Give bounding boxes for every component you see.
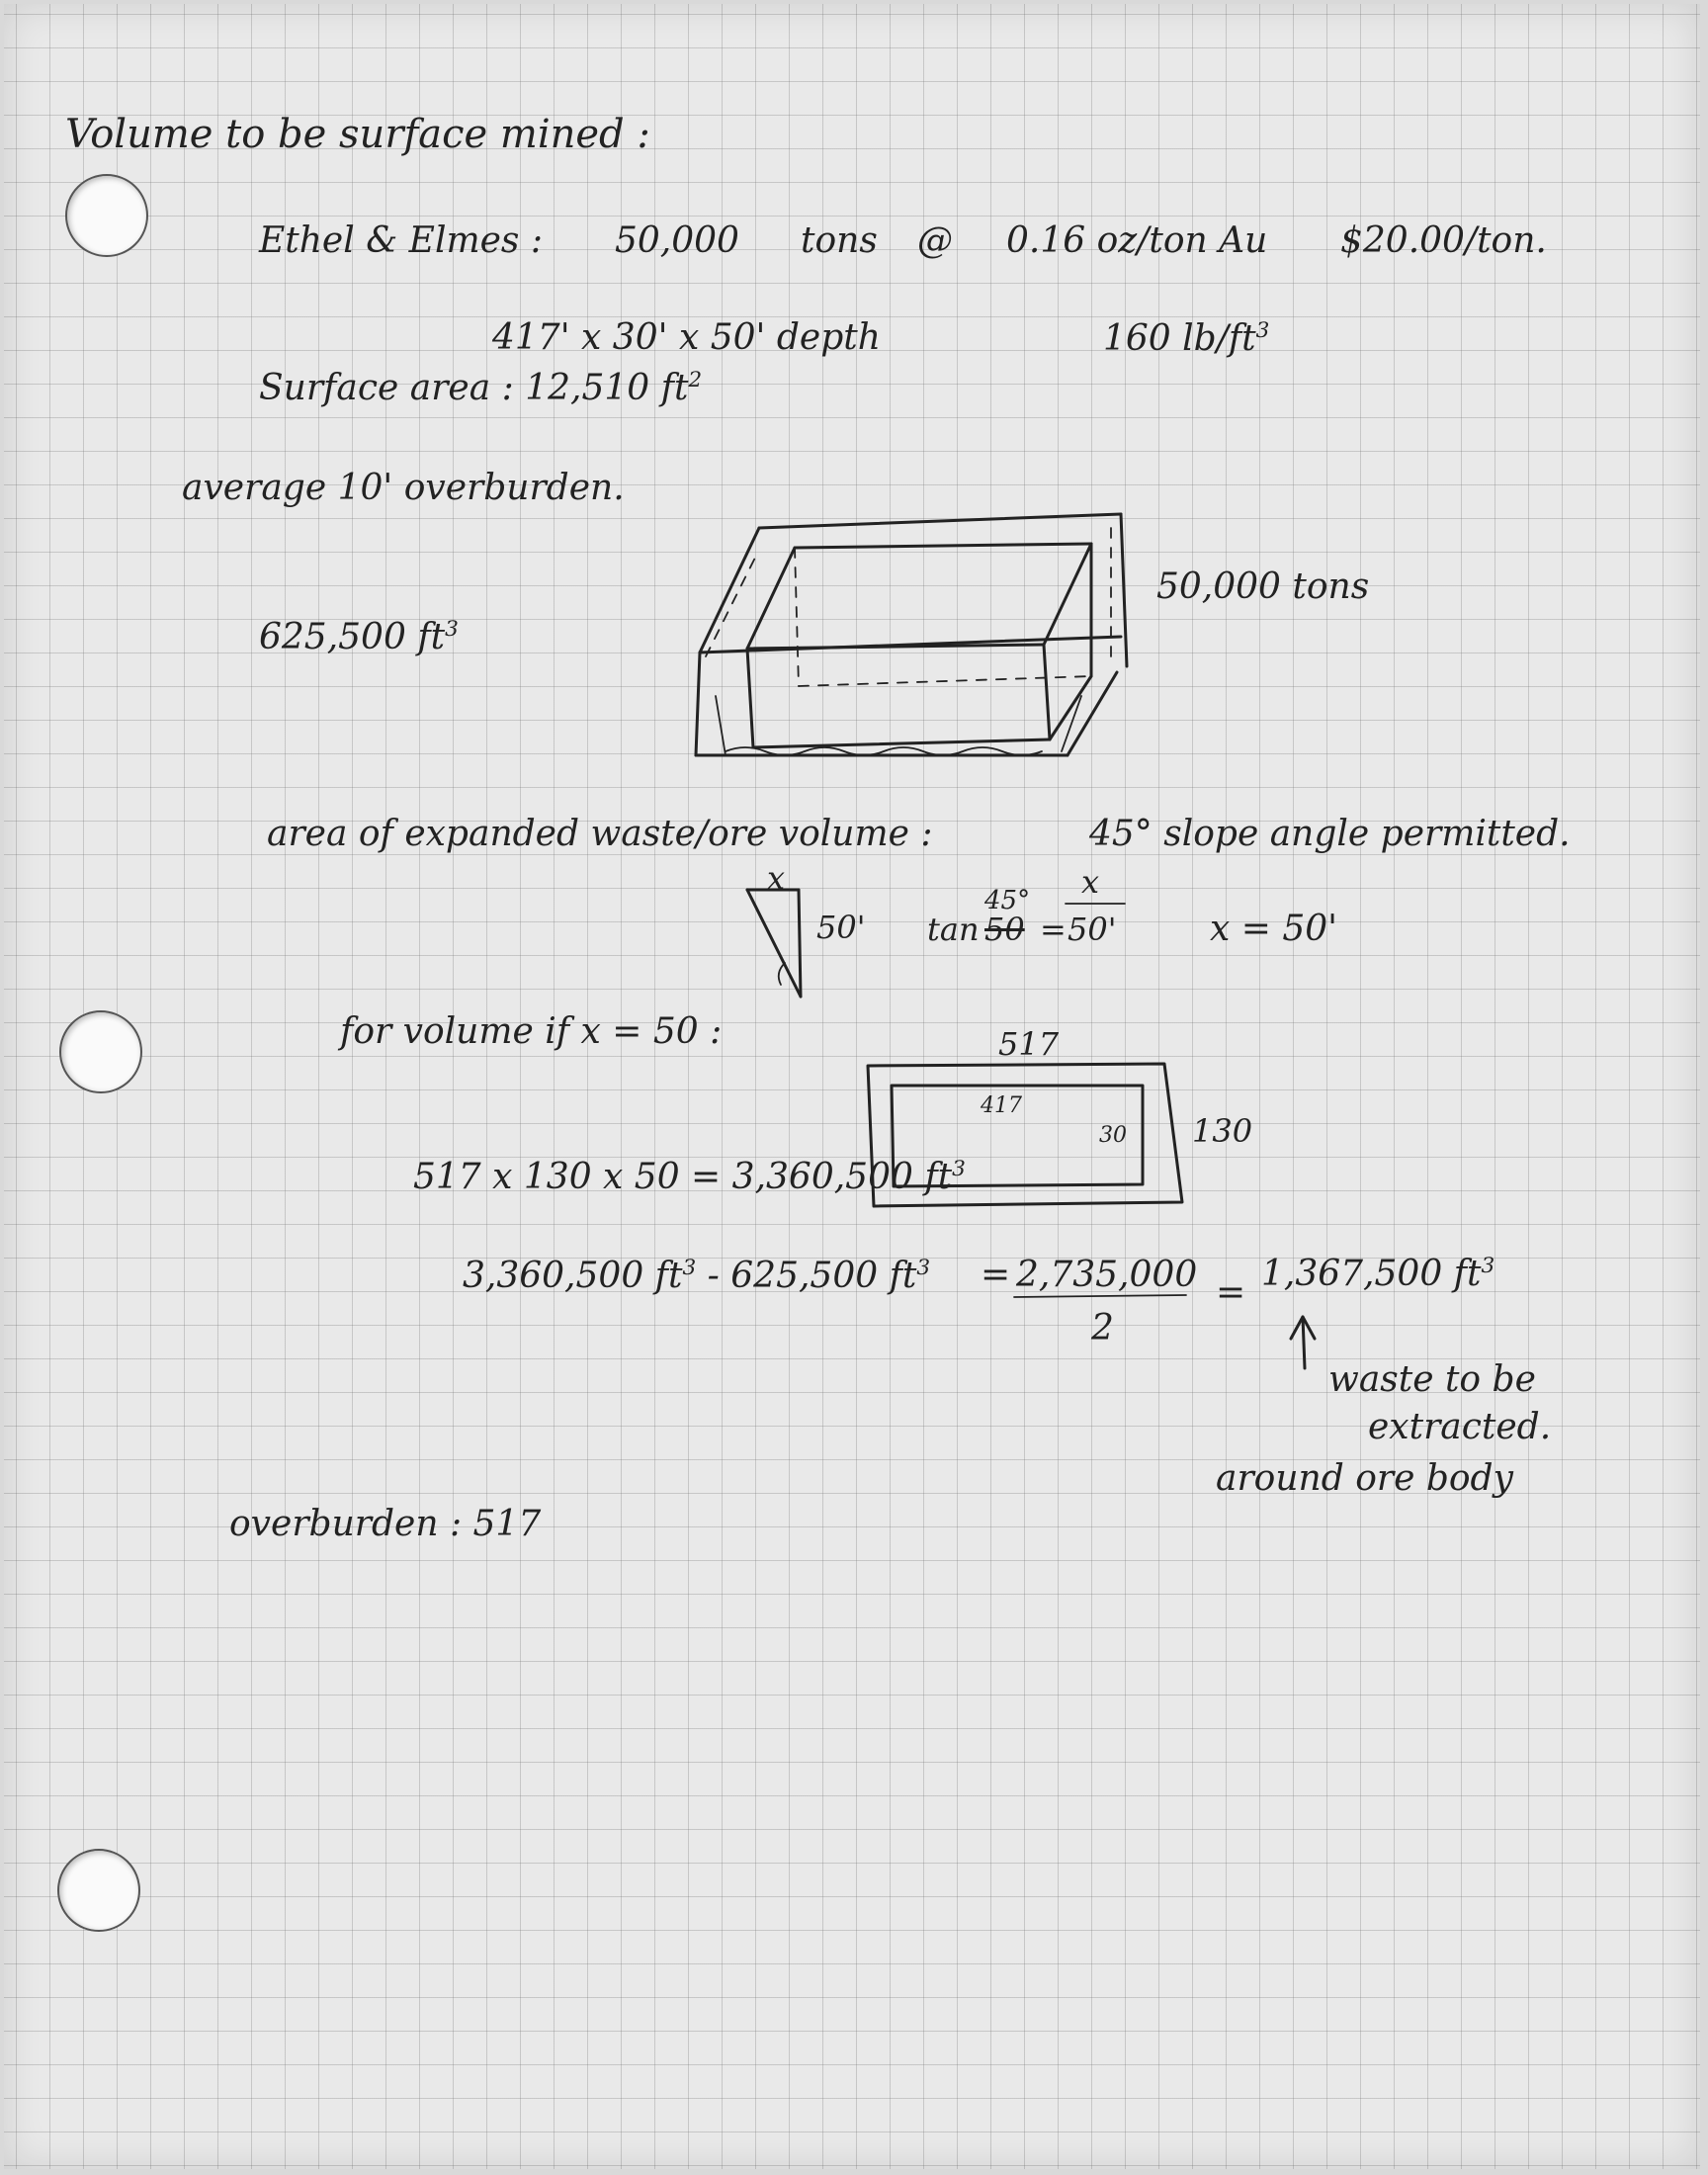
at-sign: @ [917,220,953,261]
tan-numerator: x [1081,863,1100,901]
overburden-final: overburden : 517 [229,1504,542,1544]
outer-length-label: 517 [998,1025,1060,1063]
tan-angle-crossed: 50 [984,911,1025,948]
average-overburden-text: average 10' overburden. [182,468,625,508]
waste-note-line-3: around ore body [1216,1458,1513,1499]
page-title: Volume to be surface mined : [65,112,650,157]
outer-width-label: 130 [1192,1112,1253,1150]
slope-angle-note: 45° slope angle permitted. [1089,814,1571,854]
deposit-tonnage: 50,000 [615,220,739,261]
waste-calc-numerator: 2,735,000 [1016,1255,1198,1295]
block-tons-label: 50,000 tons [1156,566,1370,607]
tons-word: tons [801,220,878,261]
waste-calc-equals-2: = [1216,1272,1246,1313]
waste-note-line-2: extracted. [1368,1407,1552,1447]
notebook-page [4,4,1700,2169]
triangle-depth-label: 50' [816,909,866,946]
tan-angle-new: 45° [984,886,1031,915]
volume-calc-line: 517 x 130 x 50 = 3,360,500 $ft^3$ [413,1157,966,1197]
surface-area-text: Surface area : 12,510 $ft^2$ [259,368,703,408]
ore-volume-text: 625,500 $ft^3$ [259,617,459,657]
grade-value: 0.16 oz/ton Au [1006,220,1268,261]
inner-length-label: 417 [981,1093,1022,1118]
price-value: $20.00/ton. [1340,220,1547,261]
x-result: x = 50' [1210,909,1338,949]
waste-calc-part-a: 3,360,500 $ft^3 - 625,500$ $ft^3$ [463,1256,931,1296]
expanded-volume-heading: area of expanded waste/ore volume : [267,814,933,854]
waste-calc-result: 1,367,500 $ft^3$ [1261,1254,1495,1294]
waste-calc-denominator: 2 [1091,1308,1114,1348]
waste-arrow [4,4,1700,2169]
waste-note-line-1: waste to be [1328,1359,1536,1400]
density-text: 160 $lb/ft^3$ [1103,318,1270,359]
tan-word: tan [927,911,980,948]
for-volume-text: for volume if x = 50 : [340,1011,723,1052]
tan-denominator: 50' [1068,911,1117,948]
dimensions-text: 417' x 30' x 50' depth [492,317,881,358]
triangle-x-label: x [767,859,786,897]
inner-width-label: 30 [1099,1123,1127,1148]
tan-equals: = [1040,911,1067,948]
waste-calc-equals: = [981,1255,1011,1295]
deposit-name: Ethel & Elmes : [259,220,543,261]
